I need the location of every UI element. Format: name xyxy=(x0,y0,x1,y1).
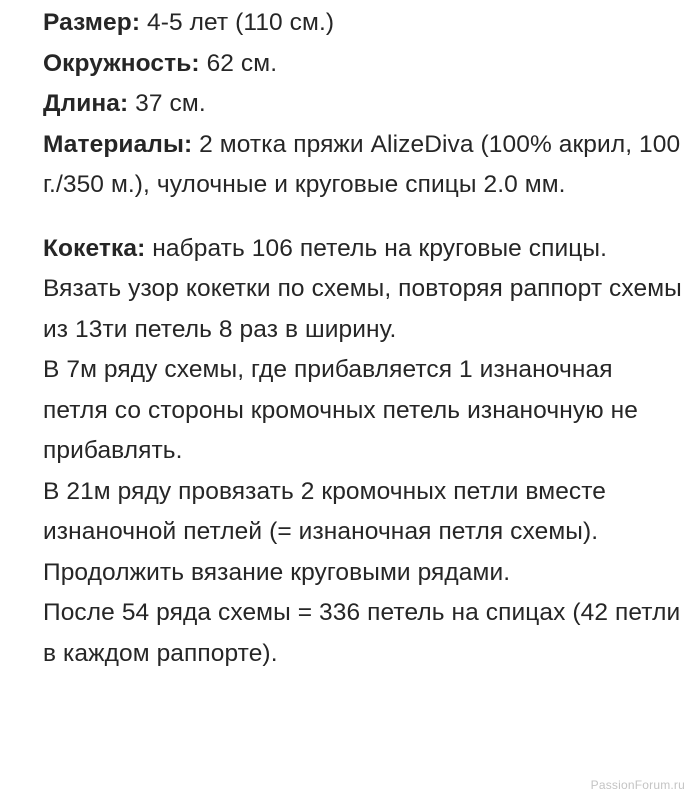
yoke-paragraph-continue: Продолжить вязание круговыми рядами. xyxy=(43,558,511,586)
yoke-paragraph-pattern: Вязать узор кокетки по схемы, повторяя раппорт схемы из 13ти петель 8 раз в ширину. xyxy=(43,275,682,343)
yoke-paragraph-row-54: После 54 ряда схемы = 336 петель на спицах (42 петли в каждом раппорте). xyxy=(43,599,681,667)
length-label: Длина: xyxy=(43,90,129,117)
yoke-label: Кокетка: xyxy=(43,234,146,262)
circumference-value: 62 см. xyxy=(199,49,278,77)
length-value: 37 см. xyxy=(128,90,206,117)
yoke-paragraph-row-7: В 7м ряду схемы, где прибавляется 1 изнаночная петля со стороны кромочных петель изнаночную не прибавлять. xyxy=(43,356,638,464)
yoke-value: набрать 106 петель на круговые спицы. xyxy=(145,234,608,262)
size-value: 4-5 лет (110 см.) xyxy=(140,9,335,36)
materials-label: Материалы: xyxy=(43,130,193,158)
site-watermark: PassionForum.ru xyxy=(590,778,685,792)
circumference-label: Окружность: xyxy=(43,49,200,77)
yoke-line xyxy=(43,229,683,270)
size-label: Размер: xyxy=(43,9,141,36)
materials-value: 2 мотка пряжи AlizeDiva (100% акрил, 100 г./350 м.), чулочные и круговые спицы 2.0 мм. xyxy=(43,130,681,198)
size-line xyxy=(43,3,683,44)
length-line xyxy=(43,84,683,125)
circumference-line xyxy=(43,44,683,85)
pattern-text xyxy=(43,3,683,674)
materials-line xyxy=(43,125,683,206)
yoke-paragraph-row-21: В 21м ряду провязать 2 кромочных петли вместе изнаночной петлей (= изнаночная петля схемы). xyxy=(43,477,607,545)
section-spacer xyxy=(43,206,683,229)
